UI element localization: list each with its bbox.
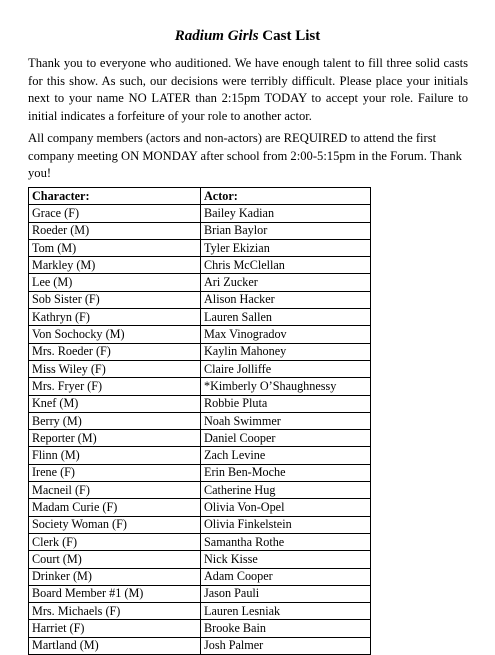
table-row (29, 430, 371, 447)
actor-cell: Alison Hacker (201, 291, 371, 308)
character-cell: Flinn (M) (29, 447, 201, 464)
character-cell: Martland (M) (29, 637, 201, 654)
character-cell: Miss Wiley (F) (29, 360, 201, 377)
table-row (29, 395, 371, 412)
actor-cell: Olivia Finkelstein (201, 516, 371, 533)
cast-table-body (29, 188, 371, 655)
character-cell: Macneil (F) (29, 482, 201, 499)
table-row (29, 447, 371, 464)
actor-cell: Nick Kisse (201, 551, 371, 568)
actor-cell: Claire Jolliffe (201, 360, 371, 377)
actor-cell: Lauren Sallen (201, 309, 371, 326)
meeting-paragraph: All company members (actors and non-actors) are REQUIRED to attend the first company meeting ON MONDAY after school from 2:00-5:15pm in the Forum. Thank you! (28, 131, 462, 180)
table-row (29, 585, 371, 602)
intro-paragraph: Thank you to everyone who auditioned. We have enough talent to fill three solid casts for this show. As such, our decisions were terribly difficult. Please place your initials next to your name NO LATER than 2:15pm TODAY to accept your role. Failure to initial indicates a forfeiture of your role to another actor. (28, 56, 468, 123)
title-suffix: Cast List (258, 28, 321, 44)
actor-cell: Catherine Hug (201, 482, 371, 499)
character-cell: Kathryn (F) (29, 309, 201, 326)
actor-cell: Max Vinogradov (201, 326, 371, 343)
actor-cell: Chris McClellan (201, 257, 371, 274)
table-row (29, 499, 371, 516)
page-title (0, 28, 495, 45)
character-cell: Board Member #1 (M) (29, 585, 201, 602)
actor-cell: Noah Swimmer (201, 412, 371, 429)
table-row (29, 222, 371, 239)
actor-cell: Brian Baylor (201, 222, 371, 239)
character-cell: Roeder (M) (29, 222, 201, 239)
actor-cell: Daniel Cooper (201, 430, 371, 447)
actor-cell: Ari Zucker (201, 274, 371, 291)
actor-cell: Adam Cooper (201, 568, 371, 585)
table-row (29, 309, 371, 326)
table-row (29, 291, 371, 308)
actor-cell: *Kimberly O’Shaughnessy (201, 378, 371, 395)
actor-cell: Jason Pauli (201, 585, 371, 602)
header-actor: Actor: (201, 188, 371, 205)
actor-cell: Tyler Ekizian (201, 239, 371, 256)
actor-cell: Olivia Von-Opel (201, 499, 371, 516)
character-cell: Lee (M) (29, 274, 201, 291)
table-header-row (29, 188, 371, 205)
character-cell: Sob Sister (F) (29, 291, 201, 308)
actor-cell: Kaylin Mahoney (201, 343, 371, 360)
table-row (29, 551, 371, 568)
character-cell: Clerk (F) (29, 533, 201, 550)
character-cell: Von Sochocky (M) (29, 326, 201, 343)
table-row (29, 326, 371, 343)
character-cell: Grace (F) (29, 205, 201, 222)
table-row (29, 464, 371, 481)
table-row (29, 343, 371, 360)
character-cell: Markley (M) (29, 257, 201, 274)
character-cell: Berry (M) (29, 412, 201, 429)
table-row (29, 239, 371, 256)
character-cell: Mrs. Fryer (F) (29, 378, 201, 395)
table-row (29, 378, 371, 395)
character-cell: Harriet (F) (29, 620, 201, 637)
table-row (29, 257, 371, 274)
character-cell: Tom (M) (29, 239, 201, 256)
character-cell: Irene (F) (29, 464, 201, 481)
actor-cell: Samantha Rothe (201, 533, 371, 550)
table-row (29, 620, 371, 637)
header-character: Character: (29, 188, 201, 205)
actor-cell: Lauren Lesniak (201, 603, 371, 620)
actor-cell: Bailey Kadian (201, 205, 371, 222)
table-row (29, 603, 371, 620)
table-row (29, 274, 371, 291)
character-cell: Society Woman (F) (29, 516, 201, 533)
table-row (29, 516, 371, 533)
actor-cell: Brooke Bain (201, 620, 371, 637)
cast-table (28, 187, 371, 655)
table-row (29, 360, 371, 377)
character-cell: Court (M) (29, 551, 201, 568)
character-cell: Madam Curie (F) (29, 499, 201, 516)
character-cell: Reporter (M) (29, 430, 201, 447)
character-cell: Mrs. Michaels (F) (29, 603, 201, 620)
table-row (29, 482, 371, 499)
table-row (29, 412, 371, 429)
table-row (29, 568, 371, 585)
table-row (29, 205, 371, 222)
character-cell: Drinker (M) (29, 568, 201, 585)
actor-cell: Josh Palmer (201, 637, 371, 654)
actor-cell: Robbie Pluta (201, 395, 371, 412)
character-cell: Mrs. Roeder (F) (29, 343, 201, 360)
actor-cell: Zach Levine (201, 447, 371, 464)
table-row (29, 533, 371, 550)
title-play-name: Radium Girls (174, 28, 259, 44)
character-cell: Knef (M) (29, 395, 201, 412)
actor-cell: Erin Ben-Moche (201, 464, 371, 481)
